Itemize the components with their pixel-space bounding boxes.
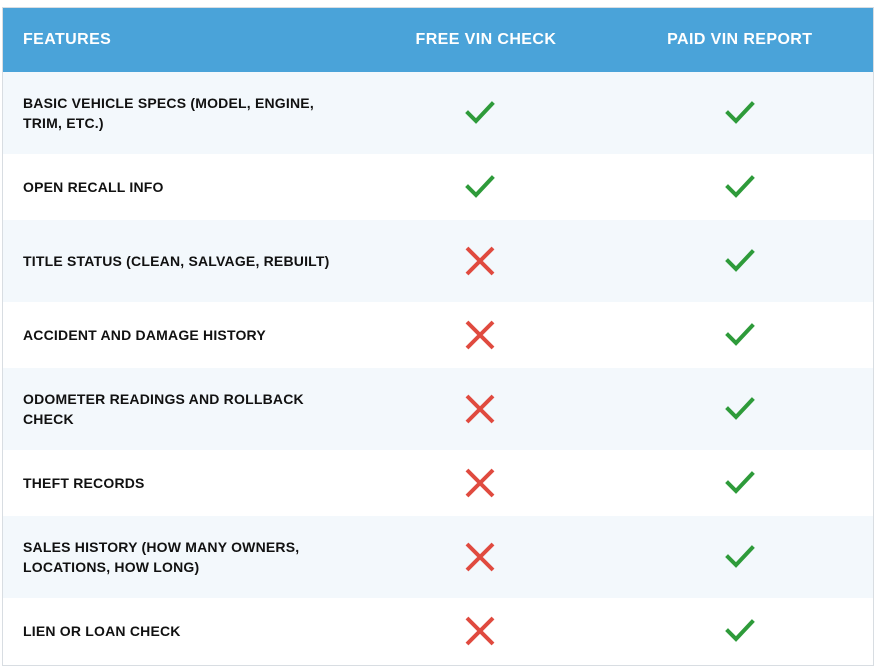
table-header	[3, 8, 873, 72]
table-row	[3, 72, 873, 154]
free-cell	[347, 465, 618, 501]
feature-cell: SALES HISTORY (HOW MANY OWNERS, LOCATIONS, HOW LONG)	[23, 539, 300, 575]
header-features: FEATURES	[23, 31, 112, 48]
feature-cell: LIEN OR LOAN CHECK	[23, 623, 181, 639]
free-cell	[347, 169, 618, 205]
feature-cell: ODOMETER READINGS AND ROLLBACK CHECK	[23, 391, 304, 427]
paid-cell	[619, 613, 873, 649]
header-paid-vin-report: PAID VIN REPORT	[667, 31, 813, 48]
free-cell	[347, 243, 618, 279]
paid-cell	[619, 169, 873, 205]
table-row	[3, 598, 873, 664]
paid-cell	[619, 243, 873, 279]
table-row	[3, 368, 873, 450]
check-icon	[722, 95, 758, 131]
table-row	[3, 220, 873, 302]
check-icon	[722, 243, 758, 279]
table-row	[3, 154, 873, 220]
table-row	[3, 302, 873, 368]
table-row	[3, 516, 873, 598]
check-icon	[722, 391, 758, 427]
paid-cell	[619, 465, 873, 501]
free-cell	[347, 391, 618, 427]
check-icon	[462, 169, 498, 205]
check-icon	[722, 169, 758, 205]
paid-cell	[619, 539, 873, 575]
free-cell	[347, 613, 618, 649]
paid-cell	[619, 317, 873, 353]
cross-icon	[462, 539, 498, 575]
feature-cell: TITLE STATUS (CLEAN, SALVAGE, REBUILT)	[23, 253, 330, 269]
feature-cell: ACCIDENT AND DAMAGE HISTORY	[23, 327, 266, 343]
cross-icon	[462, 317, 498, 353]
paid-cell	[619, 391, 873, 427]
free-cell	[347, 539, 618, 575]
header-free-vin-check: FREE VIN CHECK	[415, 31, 557, 48]
free-cell	[347, 95, 618, 131]
feature-cell: OPEN RECALL INFO	[23, 179, 164, 195]
cross-icon	[462, 613, 498, 649]
cross-icon	[462, 243, 498, 279]
feature-cell: THEFT RECORDS	[23, 475, 145, 491]
check-icon	[722, 465, 758, 501]
check-icon	[722, 317, 758, 353]
check-icon	[722, 539, 758, 575]
check-icon	[722, 613, 758, 649]
cross-icon	[462, 391, 498, 427]
table-row	[3, 450, 873, 516]
feature-cell: BASIC VEHICLE SPECS (MODEL, ENGINE, TRIM, ETC.)	[23, 95, 314, 131]
check-icon	[462, 95, 498, 131]
cross-icon	[462, 465, 498, 501]
paid-cell	[619, 95, 873, 131]
comparison-table	[2, 7, 874, 666]
free-cell	[347, 317, 618, 353]
